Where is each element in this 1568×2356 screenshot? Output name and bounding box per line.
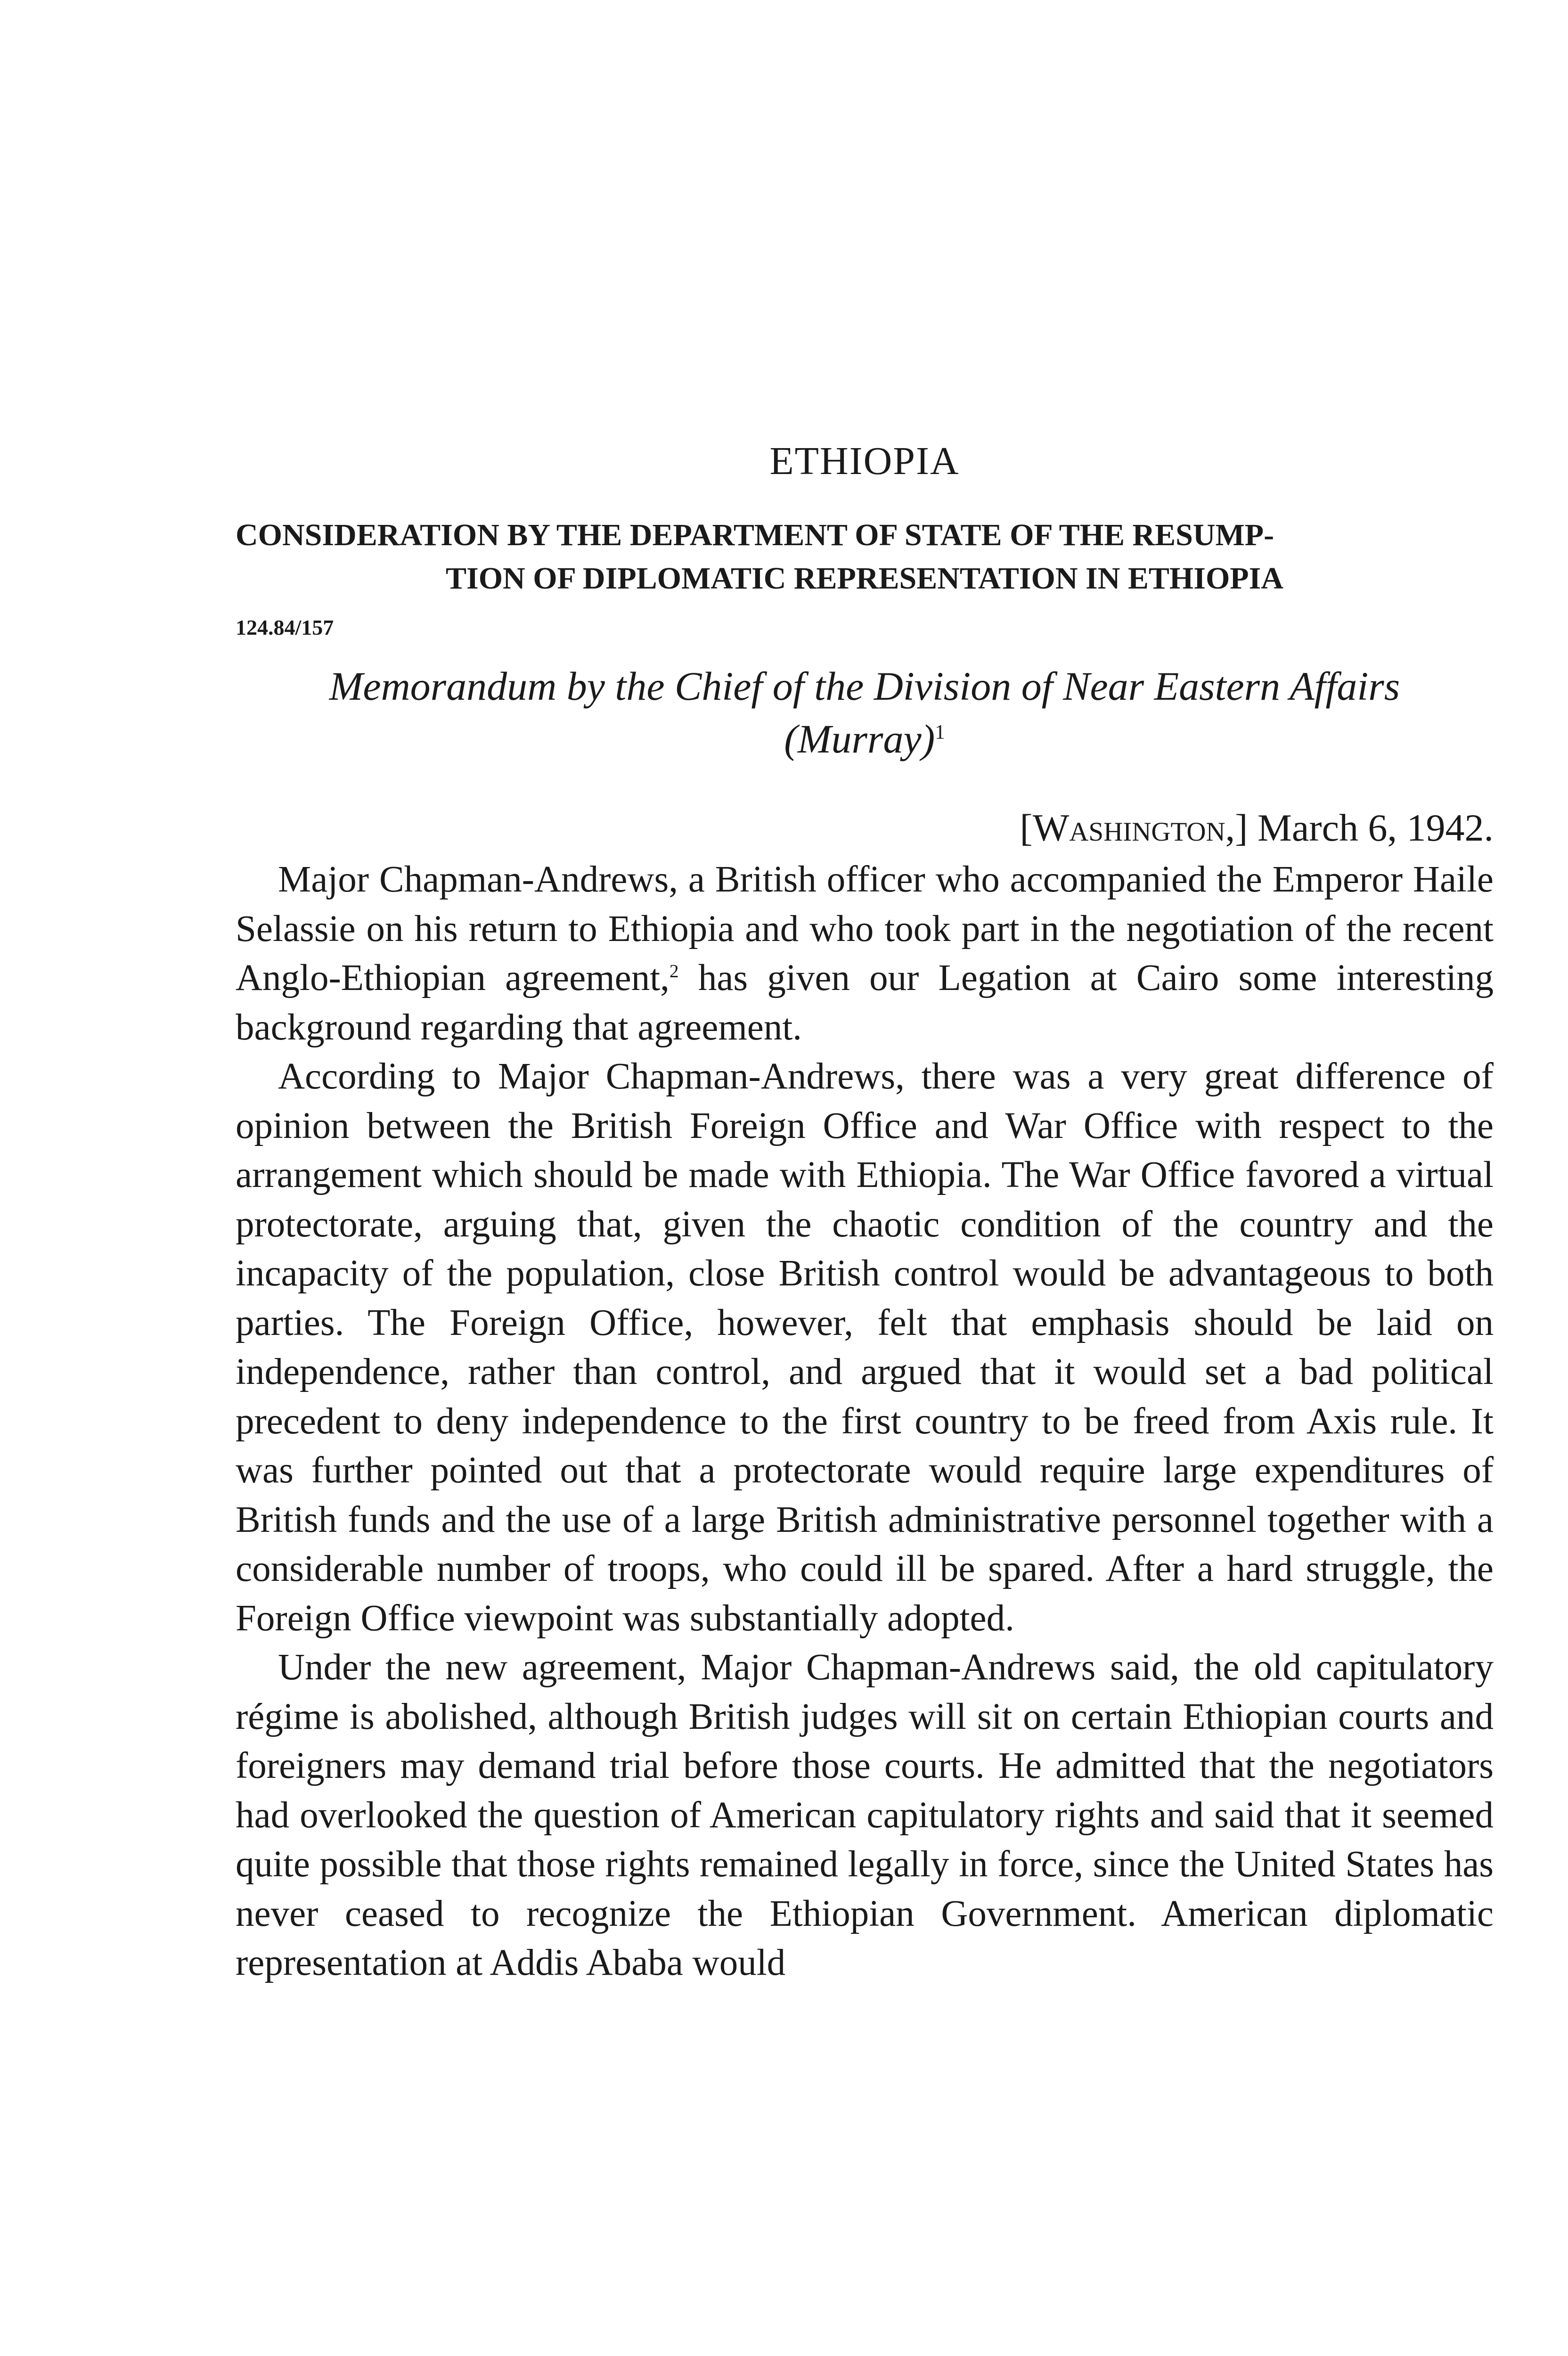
section-heading (236, 514, 1494, 600)
paragraph-1-text-b: has given our Legation at Cairo some interesting background regarding that agreement. (236, 957, 1494, 1048)
dateline-date: March 6, 1942. (1257, 806, 1494, 849)
paragraph-1 (236, 855, 1494, 1052)
document-page (236, 0, 1494, 2356)
memo-body (236, 855, 1494, 1988)
section-heading-line-1: CONSIDERATION BY THE DEPARTMENT OF STATE OF THE RESUMP- (236, 518, 1274, 552)
country-title: ETHIOPIA (769, 439, 960, 483)
memo-title (236, 660, 1494, 765)
footnote-ref-1: 1 (935, 721, 945, 744)
memo-title-line-1: Memorandum by the Chief of the Division of Near Eastern Affairs (329, 663, 1400, 709)
paragraph-3: Under the new agreement, Major Chapman-Andrews said, the old capitulatory régime is abolished, although British judges will sit on certain Ethiopian courts and foreigners may demand trial before those courts. He admitted that the negotiators had overlooked the question of American capitulatory rights and said that it seemed quite possible that those rights remained legally in force, since the United States has never ceased to recognize the Ethiopian Government. American diplomatic representation at Addis Ababa would (236, 1647, 1494, 1983)
dateline-place: [Washington,] (1020, 806, 1248, 849)
paragraph-1-text-a: Major Chapman-Andrews, a British officer who accompanied the Emperor Haile Selassie on his return to Ethiopia and who took part in the negotiation of the recent Anglo-Ethiopian agreement, (236, 859, 1494, 998)
footnote-ref-2: 2 (669, 960, 679, 982)
dateline (1020, 806, 1494, 850)
paragraph-2: According to Major Chapman-Andrews, there was a very great difference of opinion between the British Foreign Office and War Office with respect to the arrangement which should be made with Ethiopia. The War Office favored a virtual protectorate, arguing that, given the chaotic condition of the country and the incapacity of the population, close British control would be advantageous to both parties. The Foreign Office, however, felt that emphasis should be laid on independence, rather than control, and argued that it would set a bad political precedent to deny independence to the first country to be freed from Axis rule. It was further pointed out that a protectorate would require large expenditures of British funds and the use of a large British administrative personnel together with a considerable number of troops, who could ill be spared. After a hard struggle, the Foreign Office viewpoint was substantially adopted. (236, 1056, 1494, 1639)
memo-title-line-2: (Murray) (784, 716, 935, 761)
section-heading-line-2: TION OF DIPLOMATIC REPRESENTATION IN ETHIOPIA (446, 561, 1283, 596)
file-number: 124.84/157 (236, 615, 334, 639)
